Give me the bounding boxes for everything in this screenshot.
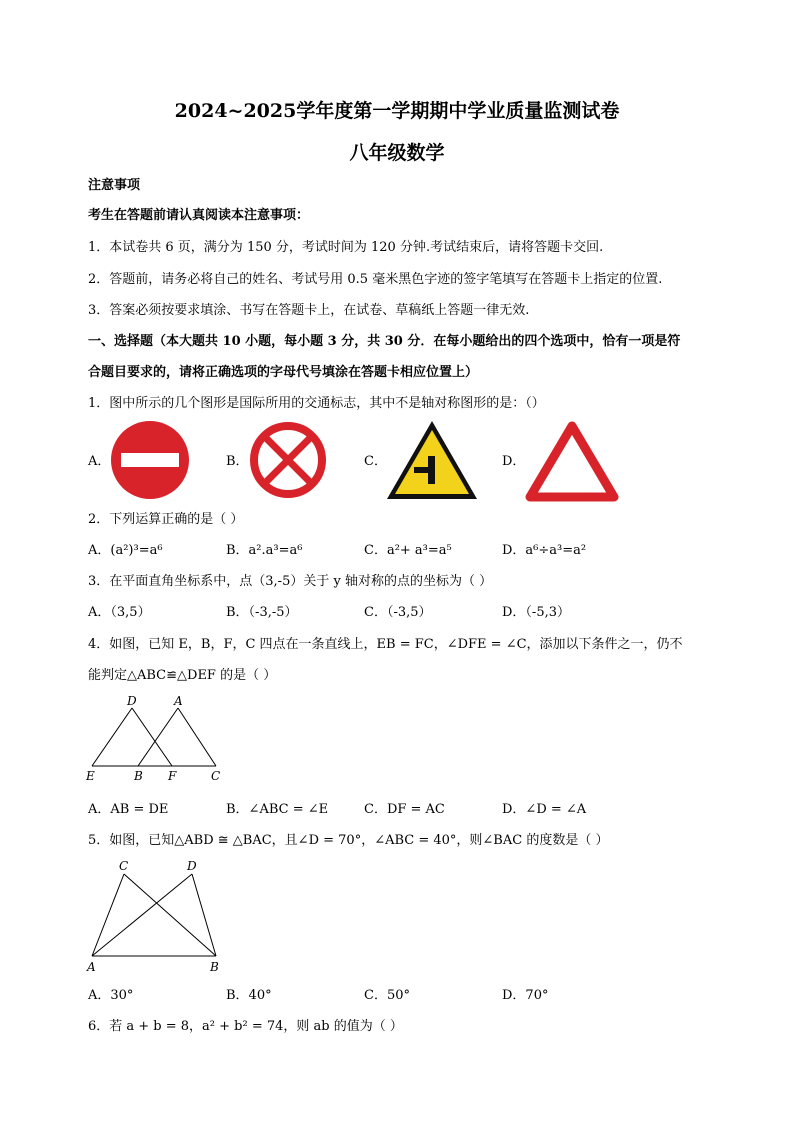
point-label-b: B	[134, 769, 143, 783]
q3-option-c: C．（-3,5）	[364, 605, 432, 620]
q1-option-c-label: C．	[364, 454, 387, 469]
q2-option-b: B．a².a³=a⁶	[226, 543, 303, 558]
point-label-d: D	[127, 696, 137, 708]
question-4-stem-cont: 能判定△ABC≌△DEF 的是（ ）	[88, 668, 277, 683]
notice-item: 3．答案必须按要求填涂、书写在答题卡上，在试卷、草稿纸上答题一律无效.	[88, 303, 530, 318]
q4-triangles-figure	[84, 696, 234, 786]
q5-option-b: B．40°	[226, 988, 272, 1003]
point-label-c: C	[211, 769, 221, 783]
question-2-stem: 2．下列运算正确的是（ ）	[88, 512, 244, 527]
notice-heading: 注意事项	[88, 178, 141, 193]
q5-option-d: D．70°	[502, 988, 549, 1003]
question-6-stem: 6．若 a + b = 8，a² + b² = 74，则 ab 的值为（ ）	[88, 1019, 403, 1034]
question-1-stem: 1．图中所示的几个图形是国际所用的交通标志，其中不是轴对称图形的是：（）	[88, 396, 545, 411]
segment-ed	[92, 708, 132, 766]
q2-option-a: A．(a²)³=a⁶	[88, 543, 163, 558]
point-label-f: F	[168, 769, 177, 783]
question-3-stem: 3．在平面直角坐标系中，点（3,-5）关于 y 轴对称的点的坐标为（ ）	[88, 574, 493, 589]
segment-ba	[138, 708, 178, 766]
q3-option-d: D．（-5,3）	[502, 605, 570, 620]
point-label-a: A	[87, 960, 96, 974]
q2-option-c: C．a²+ a³=a⁵	[364, 543, 452, 558]
exam-title: 2024~2025学年度第一学期期中学业质量监测试卷	[174, 100, 620, 122]
section-heading-cont: 合题目要求的，请将正确选项的字母代号填涂在答题卡相应位置上）	[88, 365, 479, 380]
q4-option-c: C．DF = AC	[364, 802, 445, 817]
point-label-b: B	[210, 960, 219, 974]
q1-option-a-label: A．	[88, 454, 111, 469]
segment-cb	[124, 874, 216, 956]
q5-quadrilateral-figure	[84, 858, 234, 978]
q3-option-b: B．（-3,-5）	[226, 605, 298, 620]
point-label-d: D	[187, 859, 197, 873]
q5-option-a: A．30°	[88, 988, 134, 1003]
question-5-stem: 5．如图，已知△ABD ≅ △BAC，且∠D = 70°，∠ABC = 40°，则∠BAC 的度数是（ ）	[88, 833, 609, 848]
triangle-warning-sign-icon	[524, 420, 620, 502]
q3-option-a: A．（3,5）	[88, 605, 151, 620]
notice-item: 1．本试卷共 6 页，满分为 150 分，考试时间为 120 分钟.考试结束后，请将答题卡交回.	[88, 240, 604, 255]
q2-option-d: D．a⁶÷a³=a²	[502, 543, 587, 558]
x-circle-sign-icon	[248, 420, 328, 500]
section-heading: 一、选择题（本大题共 10 小题，每小题 3 分，共 30 分．在每小题给出的四个选项中，恰有一项是符	[88, 334, 681, 349]
q1-option-d-label: D．	[502, 454, 526, 469]
segment-ac	[178, 708, 216, 766]
segment-ad	[92, 874, 192, 956]
point-label-a: A	[174, 696, 183, 708]
question-4-stem: 4．如图，已知 E，B，F，C 四点在一条直线上，EB = FC，∠DFE = ∠C，添加以下条件之一，仍不	[88, 637, 683, 652]
q4-option-b: B．∠ABC = ∠E	[226, 802, 329, 817]
point-label-e: E	[86, 769, 95, 783]
point-label-c: C	[119, 859, 129, 873]
segment-db	[192, 874, 216, 956]
segment-df	[132, 708, 172, 766]
exam-subtitle: 八年级数学	[349, 142, 445, 164]
no-entry-sign-icon	[110, 420, 190, 500]
notice-intro: 考生在答题前请认真阅读本注意事项：	[88, 208, 310, 223]
q1-option-b-label: B．	[226, 454, 249, 469]
q5-option-c: C．50°	[364, 988, 410, 1003]
notice-item: 2．答题前，请务必将自己的姓名、考试号用 0.5 毫米黑色字迹的签字笔填写在答题卡上指定的位置.	[88, 272, 663, 287]
q4-option-a: A．AB = DE	[88, 802, 169, 817]
segment-ac	[92, 874, 124, 956]
t-junction-warning-sign-icon	[384, 418, 480, 502]
q4-option-d: D．∠D = ∠A	[502, 802, 587, 817]
